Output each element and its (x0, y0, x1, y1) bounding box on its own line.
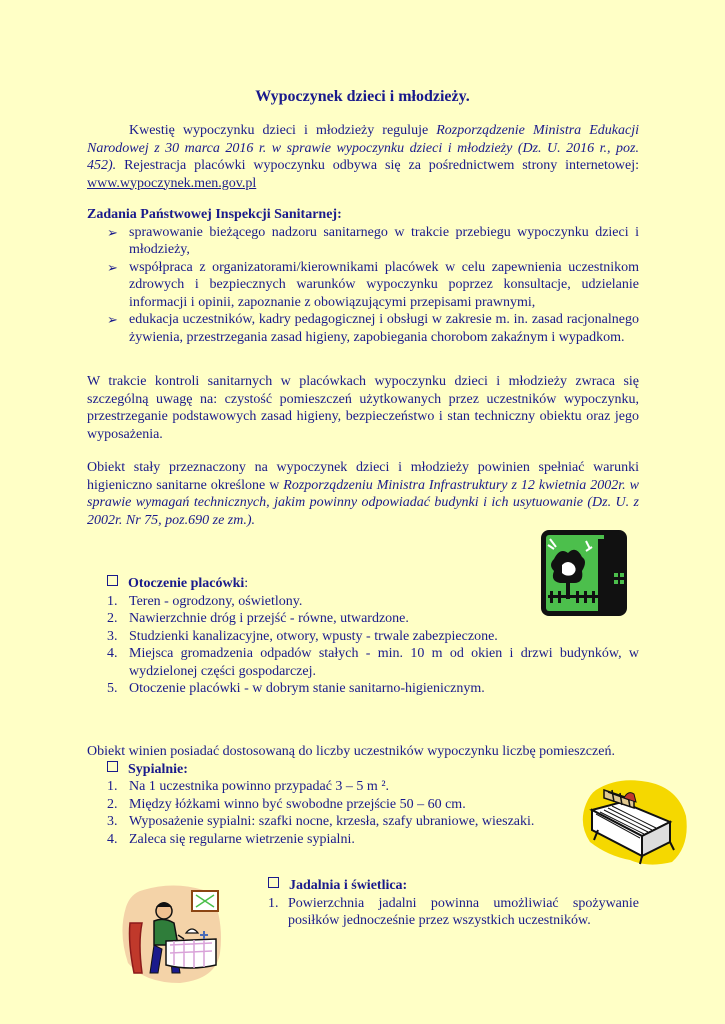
tasks-section (87, 206, 639, 346)
list-item: ➢ współpraca z organizatorami/kierownikami placówek w celu zapewnienia uczestnikom zdrowych i bezpiecznych warunków wypoczynku poprzez konsultacje, udzielanie informacji i opinii, zapoznanie z obowiązującymi przepisami prawnymi, (107, 259, 639, 310)
list-item: 4. Zaleca się regularne wietrzenie sypialni. (107, 831, 355, 847)
rooms-paragraph: Obiekt winien posiadać dostosowaną do liczby uczestników wypoczynku liczbę pomieszczeń. (87, 744, 615, 759)
intro-registration: Rejestracja placówki wypoczynku odbywa się za pośrednictwem strony internetowej: (116, 158, 639, 173)
intro-paragraph (87, 122, 639, 192)
building-paragraph: Obiekt stały przeznaczony na wypoczynek dzieci i młodzieży powinien spełniać warunki higieniczno sanitarne określone w Rozporządzeniu Ministra Infrastruktury z 12 kwietnia 2002r. w sprawie wymagań technicznych, jakim powinny odpowiadać budynki i ich usytuowanie (Dz. U. z 2002r. Nr 75, poz.690 ze zm.). (87, 460, 639, 528)
surroundings-section: Otoczenie placówki: 1. Teren - ogrodzony, oświetlony. 2. Nawierzchnie dróg i przejść - równe, utwardzone. 3. Studzienki kanalizacyjne, otwory, wpusty - trwale zabezpieczone. 4. Miejsca gromadzenia odpadów stałych - min. 10 m od okien i drzwi budynków, w wydzielonej części gospodarczej. 5. Otoczenie placówki - w dobrym stanie sanitarno-higienicznym. (87, 575, 639, 698)
list-item: 5. Otoczenie placówki - w dobrym stanie sanitarno-higienicznym. (107, 681, 485, 696)
list-item: 1. Powierzchnia jadalni powinna umożliwiać spożywanie posiłków jednocześnie przez wszystkich uczestników. (268, 895, 639, 928)
list-item: 2. Między łóżkami winno być swobodne przejście 50 – 60 cm. (107, 796, 466, 812)
arrow-bullet-icon: ➢ (107, 259, 118, 275)
control-paragraph: W trakcie kontroli sanitarnych w placówkach wypoczynku dzieci i młodzieży zwraca się szczególną uwagę na: czystość pomieszczeń użytkowanych przez uczestników wypoczynku, przestrzeganie podstawowych zasad higieny, bezpieczeństwo i stan techniczny obiektu oraz jego wyposażenia. (87, 374, 639, 442)
surroundings-heading: Otoczenie placówki (128, 576, 245, 591)
dining-heading: Jadalnia i świetlica: (289, 878, 408, 893)
checkbox-square-icon (107, 575, 118, 586)
dining-person-icon (120, 883, 226, 985)
list-item: ➢ edukacja uczestników, kadry pedagogicznej i obsługi w zakresie m. in. zasad racjonalnego żywienia, przestrzegania zasad higieny, zapobiegania chorobom zakaźnym i wypadkom. (107, 312, 639, 345)
dining-list (268, 895, 639, 930)
list-item: 3. Studzienki kanalizacyjne, otwory, wpusty - trwale zabezpieczone. (107, 628, 498, 644)
tasks-heading: Zadania Państwowej Inspekcji Sanitarnej: (87, 207, 342, 222)
tasks-list (87, 224, 639, 347)
bedrooms-heading: Sypialnie: (128, 761, 188, 777)
list-item: 2. Nawierzchnie dróg i przejść - równe, utwardzone. (107, 611, 409, 626)
arrow-bullet-icon: ➢ (107, 224, 118, 240)
list-item: 1. Teren - ogrodzony, oświetlony. (107, 593, 303, 609)
intro-regulation: Rozporządzenie Ministra Edukacji Narodowej z 30 marca 2016 r. w sprawie wypoczynku dzieci i młodzieży (Dz. U. 2016 r., poz. 452). (87, 123, 639, 173)
surroundings-list (87, 593, 639, 698)
list-item: 3. Wyposażenie sypialni: szafki nocne, krzesła, szafy ubraniowe, wieszaki. (107, 814, 535, 829)
rooms-section (87, 743, 639, 848)
list-item: ➢ sprawowanie bieżącego nadzoru sanitarnego w trakcie przebiegu wypoczynku dzieci i młodzieży, (107, 224, 639, 257)
registration-link[interactable]: www.wypoczynek.men.gov.pl (87, 175, 257, 191)
page-title: Wypoczynek dzieci i młodzieży. (255, 88, 470, 105)
building-regulation: Rozporządzeniu Ministra Infrastruktury z 12 kwietnia 2002r. w sprawie wymagań technicznych, jakim powinny odpowiadać budynki i ich usytuowanie (Dz. U. z 2002r. Nr 75, poz.690 ze zm.). (87, 477, 639, 528)
arrow-bullet-icon: ➢ (107, 312, 118, 327)
intro-text: Kwestię wypoczynku dzieci i młodzieży reguluje (129, 123, 437, 138)
checkbox-square-icon (268, 877, 279, 888)
checkbox-square-icon (107, 761, 118, 772)
list-item: 1. Na 1 uczestnika powinno przypadać 3 – 5 m ². (107, 779, 390, 794)
bedrooms-list (87, 778, 557, 848)
bed-icon (578, 776, 690, 868)
list-item: 4. Miejsca gromadzenia odpadów stałych - min. 10 m od okien i drzwi budynków, w wydzielonej części gospodarczej. (107, 646, 639, 679)
dining-section (268, 877, 639, 930)
